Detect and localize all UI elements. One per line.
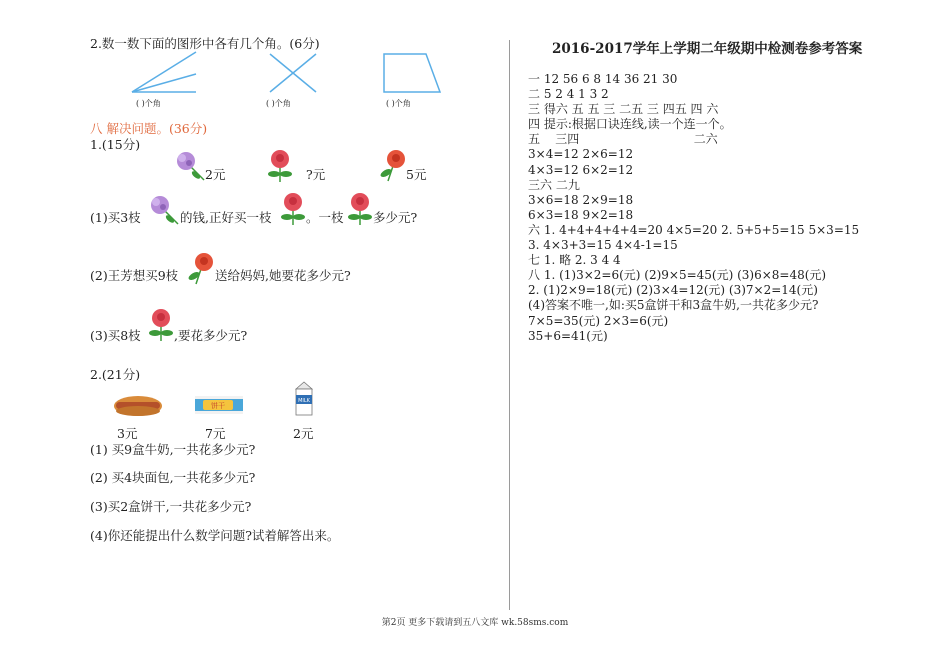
question-2b-title: 2.(21分)	[90, 367, 141, 382]
column-divider	[509, 40, 510, 610]
purple-flower-icon	[172, 148, 206, 182]
milk-carton-label: MILK	[298, 398, 310, 404]
q1-part1-text-b: 的钱,正好买一枝	[180, 210, 272, 225]
milk-carton-icon	[293, 381, 315, 417]
red-flower-icon	[279, 192, 307, 226]
purple-flower-icon	[146, 192, 180, 226]
q2-part4: (4)你还能提出什么数学问题?试着解答出来。	[90, 528, 340, 543]
answer-key-body	[528, 72, 859, 344]
biscuit-box-label: 饼干	[211, 402, 225, 410]
answer-line: 35+6=41(元)	[528, 328, 608, 343]
answer-line: (4)答案不唯一,如:买5盒饼干和3盒牛奶,一共花多少元?	[528, 298, 819, 313]
q1-part3-text-a: (3)买8枝	[90, 328, 141, 343]
q1-part2-text-a: (2)王芳想买9枝	[90, 268, 179, 283]
hotdog-bread-icon	[113, 393, 163, 419]
price-tulip: 5元	[406, 167, 427, 182]
answer-line: 六 1. 4+4+4+4+4=20 4×5=20 2. 5+5+5=15 5×3=15	[528, 222, 860, 237]
answer-line: 6×3=18 9×2=18	[528, 207, 634, 222]
question-1-title: 1.(15分)	[90, 137, 141, 152]
price-purple-flower: 2元	[205, 167, 226, 182]
trapezoid-figure	[382, 52, 444, 94]
answer-line: 3. 4×3+3=15 4×4-1=15	[528, 238, 678, 253]
answer-line: 二 5 2 4 1 3 2	[528, 87, 609, 102]
red-flower-icon	[266, 149, 294, 183]
question-2-title: 2.数一数下面的图形中各有几个角。(6分)	[90, 36, 320, 51]
q1-part3-text-b: ,要花多少元?	[174, 328, 248, 343]
angle-answer-1: ( )个角	[136, 99, 161, 108]
q1-part2-text-b: 送给妈妈,她要花多少元?	[215, 268, 351, 283]
angle-answer-2: ( )个角	[266, 99, 291, 108]
answer-line: 3×4=12 2×6=12	[528, 147, 634, 162]
answer-line: 7×5=35(元) 2×3=6(元)	[528, 313, 669, 328]
angle-answer-3: ( )个角	[386, 99, 411, 108]
answer-line: 一 12 56 6 8 14 36 21 30	[528, 72, 678, 86]
answer-line: 2. (1)2×9=18(元) (2)3×4=12(元) (3)7×2=14(元)	[528, 283, 818, 298]
q1-part1-text-d: 多少元?	[373, 210, 418, 225]
tulip-icon	[380, 149, 408, 183]
biscuit-box-icon	[193, 392, 245, 418]
q2-part2: (2) 买4块面包,一共花多少元?	[90, 470, 256, 485]
price-milk: 2元	[293, 426, 314, 441]
answer-line: 八 1. (1)3×2=6(元) (2)9×5=45(元) (3)6×8=48(元)	[528, 268, 827, 283]
answer-line: 七 1. 略 2. 3 4 4	[528, 253, 621, 268]
answer-line: 三六 二九	[528, 177, 580, 192]
q2-part1: (1) 买9盒牛奶,一共花多少元?	[90, 442, 256, 457]
q1-part1-text-a: (1)买3枝	[90, 210, 141, 225]
answer-line: 三 得六 五 五 三 二五 三 四五 四 六	[528, 102, 719, 117]
answer-line: 4×3=12 6×2=12	[528, 162, 634, 177]
angle-figure-1	[130, 50, 200, 96]
price-biscuit: 7元	[205, 426, 226, 441]
red-flower-icon	[147, 308, 175, 342]
tulip-icon	[188, 252, 216, 286]
answer-line: 3×6=18 2×9=18	[528, 192, 634, 207]
angle-figure-2	[268, 52, 320, 94]
answer-line: 五 三四 二六	[528, 132, 718, 147]
q2-part3: (3)买2盒饼干,一共花多少元?	[90, 499, 252, 514]
price-bread: 3元	[117, 426, 138, 441]
page-footer: 第2页 更多下载请到五八文库 wk.58sms.com	[381, 618, 569, 628]
q1-part1-text-c: 。一枝	[306, 210, 344, 225]
section-8-title: 八 解决问题。(36分)	[90, 121, 208, 136]
price-red-flower: ?元	[306, 167, 326, 182]
answer-line: 四 提示:根据口诀连线,读一个连一个。	[528, 117, 732, 132]
answer-key-title: 2016-2017学年上学期二年级期中检测卷参考答案	[552, 41, 863, 57]
red-flower-icon	[346, 192, 374, 226]
